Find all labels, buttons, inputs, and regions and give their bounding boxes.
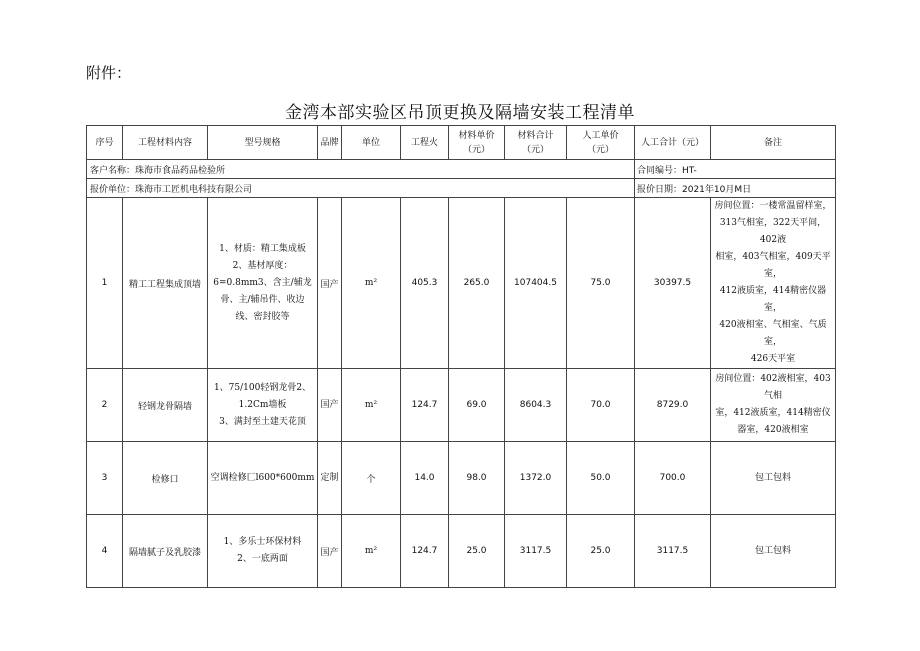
spec-line: 1、多乐士环保材料: [223, 537, 302, 547]
remark-line: 426天平室: [750, 354, 796, 364]
header-qty: 工程火: [401, 126, 449, 160]
cell-material-total: 107404.5: [505, 198, 567, 369]
remark-line: 器室，420液相室: [737, 425, 809, 435]
quote-date: 报价日期：2021年10月M日: [635, 179, 836, 198]
spec-line: 2、一底两面: [237, 554, 288, 564]
page-title: 金湾本部实验区吊顶更换及隔墙安装工程清单: [285, 103, 635, 123]
cell-spec: [208, 369, 318, 442]
cell-brand: 国产: [318, 515, 342, 588]
spec-line: 3、满封至土建天花顶: [219, 416, 306, 427]
header-brand: 品牌: [318, 126, 342, 160]
cell-labor-price: 70.0: [567, 369, 635, 442]
cell-seq: 1: [87, 198, 123, 369]
table-row: [87, 198, 836, 369]
header-material-total: [505, 126, 567, 160]
client-row: [87, 160, 836, 179]
cell-unit: m²: [342, 369, 401, 442]
cell-item: 检修口: [123, 442, 208, 515]
cell-labor-total: 8729.0: [635, 369, 711, 442]
cell-labor-total: 3117.5: [635, 515, 711, 588]
remark-line: 房间位置：一楼常温留样室，: [714, 201, 832, 211]
header-labor-price-l2: （元）: [586, 144, 614, 155]
cell-labor-price: 25.0: [567, 515, 635, 588]
cell-material-total: 1372.0: [505, 442, 567, 515]
cell-qty: 124.7: [401, 369, 449, 442]
remark-line: 412液质室，414精密仪器室，: [719, 286, 827, 313]
cell-remark: [711, 515, 836, 588]
cell-material-price: 265.0: [449, 198, 505, 369]
header-labor-total: 人工合计（元）: [635, 126, 711, 160]
table-row: [87, 442, 836, 515]
remark-line: 房间位置：402液相室，403气相: [715, 374, 831, 401]
remark-line: 313气相室，322天平间，402液: [719, 218, 827, 245]
cell-labor-total: 700.0: [635, 442, 711, 515]
cell-spec: [208, 198, 318, 369]
header-material-total-l2: （元）: [521, 144, 549, 155]
header-material-total-l1: 材料合计: [517, 130, 554, 141]
client-name: 客户名称：珠海市食品药品检验所: [87, 160, 635, 179]
spec-line: 1.2Cm墙板: [238, 399, 287, 410]
cell-labor-total: 30397.5: [635, 198, 711, 369]
cell-spec: [208, 515, 318, 588]
quote-unit-row: [87, 179, 836, 198]
cell-material-total: 8604.3: [505, 369, 567, 442]
header-labor-price-l1: 人工单价: [582, 130, 619, 141]
remark-line: 相室，403气相室，409天平室，: [715, 252, 831, 279]
remark-line: 包工包料: [754, 545, 791, 556]
spec-line: 2、基材厚度：: [232, 260, 293, 271]
header-item: 工程材料内容: [123, 126, 208, 160]
cell-qty: 405.3: [401, 198, 449, 369]
table-row: [87, 515, 836, 588]
spec-line: 线、密封胶等: [235, 311, 290, 322]
cell-item: 隔墙腻子及乳胶漆: [123, 515, 208, 588]
cell-remark: [711, 369, 836, 442]
cell-unit: 个: [342, 442, 401, 515]
cell-remark: [711, 198, 836, 369]
remark-line: 室，412液质室，414精密仪: [715, 408, 831, 418]
cell-brand: 国产: [318, 369, 342, 442]
header-row: [87, 126, 836, 160]
annex-label: 附件：: [86, 64, 132, 82]
cell-material-total: 3117.5: [505, 515, 567, 588]
cell-brand: 国产: [318, 198, 342, 369]
cell-brand: 定制: [318, 442, 342, 515]
cell-material-price: 98.0: [449, 442, 505, 515]
cell-seq: 3: [87, 442, 123, 515]
quotation-table: [86, 125, 836, 588]
header-remark: 备注: [711, 126, 836, 160]
spec-line: 1、材质：精工集成板: [219, 243, 306, 254]
header-material-price-l1: 材料单价: [458, 130, 495, 141]
header-labor-price: [567, 126, 635, 160]
remark-line: 420液相室、气相室、气质室，: [719, 320, 827, 347]
cell-labor-price: 75.0: [567, 198, 635, 369]
cell-seq: 2: [87, 369, 123, 442]
cell-item: 精工工程集成顶墙: [123, 198, 208, 369]
header-spec: 型号规格: [208, 126, 318, 160]
header-material-price: [449, 126, 505, 160]
cell-labor-price: 50.0: [567, 442, 635, 515]
cell-spec: [208, 442, 318, 515]
header-material-price-l2: （元）: [462, 144, 490, 155]
table-row: [87, 369, 836, 442]
cell-item: 轻钢龙骨隔墙: [123, 369, 208, 442]
cell-seq: 4: [87, 515, 123, 588]
cell-unit: m²: [342, 198, 401, 369]
quote-unit: 报价单位：珠海市工匠机电科技有限公司: [87, 179, 635, 198]
cell-qty: 124.7: [401, 515, 449, 588]
header-unit: 单位: [342, 126, 401, 160]
remark-line: 包工包料: [754, 472, 791, 483]
cell-unit: m²: [342, 515, 401, 588]
spec-line: 空调检修匚l600*600mm: [210, 472, 315, 483]
header-seq: 序号: [87, 126, 123, 160]
spec-line: 1、75/100轻钢龙骨2、: [213, 382, 312, 393]
spec-line: 骨、主/辅吊件、收边: [220, 294, 305, 305]
cell-material-price: 25.0: [449, 515, 505, 588]
contract-number: 合同编号：HT-: [635, 160, 836, 179]
cell-material-price: 69.0: [449, 369, 505, 442]
spec-line: 6=0.8mm3、含主/辅龙: [213, 277, 312, 288]
cell-remark: [711, 442, 836, 515]
cell-qty: 14.0: [401, 442, 449, 515]
